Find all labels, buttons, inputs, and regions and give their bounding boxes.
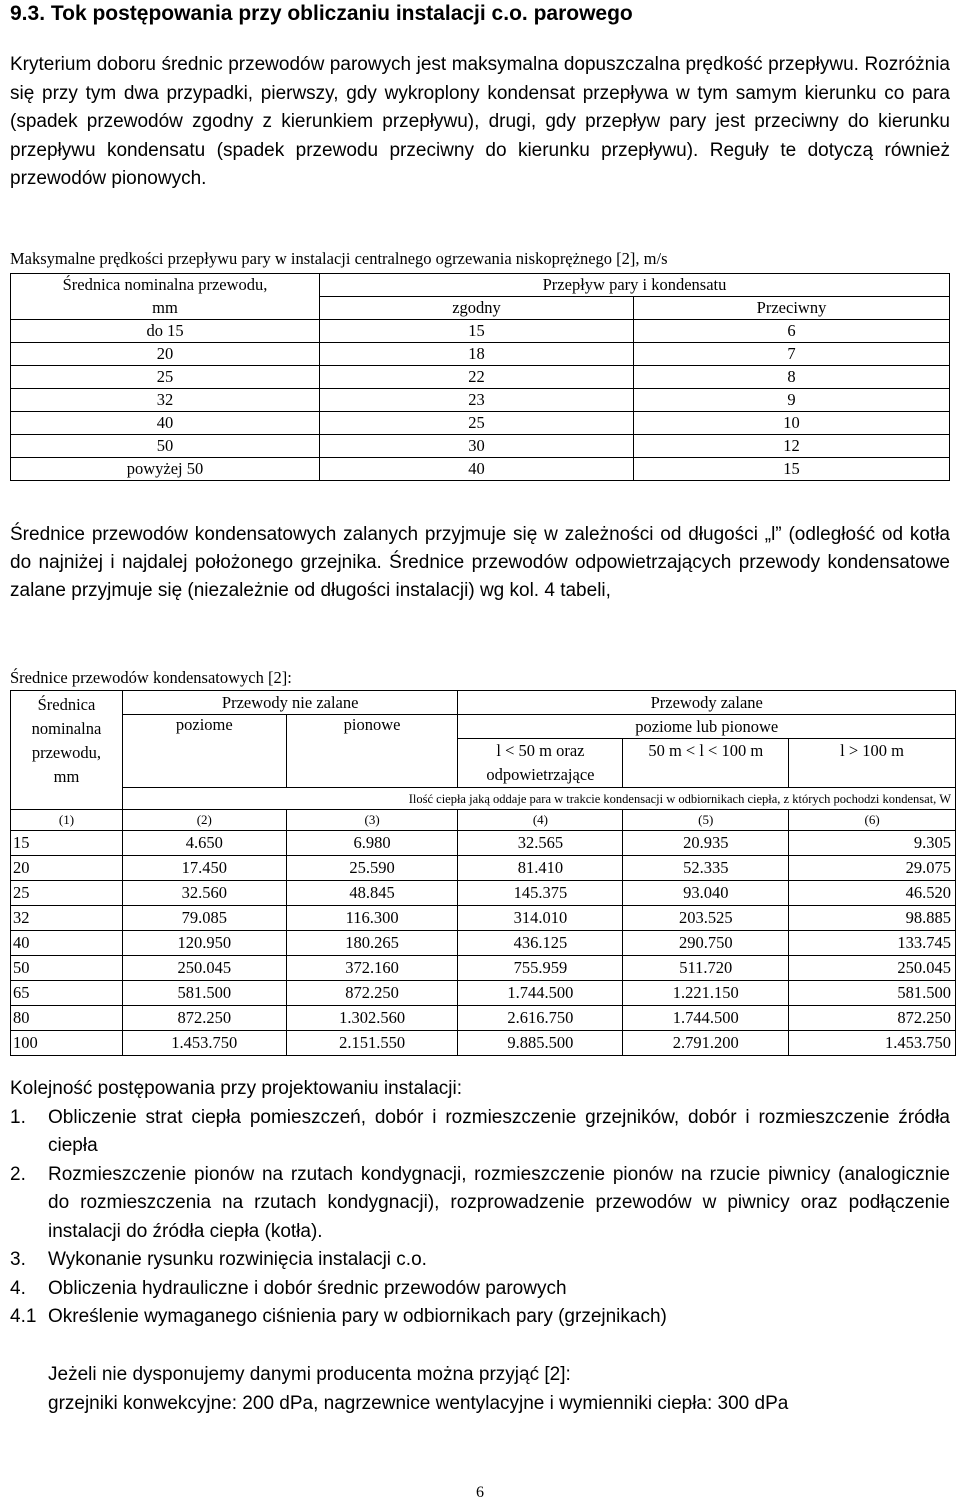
step-text: Obliczenie strat ciepła pomieszczeń, dobór i rozmieszczenie grzejników, dobór i rozmieszczenie źródła ciepła (48, 1106, 950, 1156)
step-text: Obliczenia hydrauliczne i dobór średnic przewodów parowych (48, 1277, 567, 1299)
cell-value: 98.885 (789, 906, 956, 931)
cell-value: 1.453.750 (122, 1031, 286, 1056)
cell-value: 48.845 (286, 881, 458, 906)
cell-value: 581.500 (122, 981, 286, 1006)
cell-value: 133.745 (789, 931, 956, 956)
cell-value: 20.935 (623, 831, 789, 856)
column-index: (1) (11, 810, 123, 831)
cell-value: 6.980 (286, 831, 458, 856)
cell-value: 290.750 (623, 931, 789, 956)
table-row (11, 856, 956, 881)
cell-value: 581.500 (789, 981, 956, 1006)
header-diameter-line: mm (53, 767, 80, 786)
cell-value: 25.590 (286, 856, 458, 881)
cell-value: 93.040 (623, 881, 789, 906)
cell-diameter: 25 (11, 881, 123, 906)
step-number: 2. (10, 1163, 26, 1185)
cell-value: 2.616.750 (458, 1006, 623, 1031)
cell-counter: 9 (634, 389, 950, 412)
cell-diameter: 20 (11, 856, 123, 881)
cell-value: 9.305 (789, 831, 956, 856)
step-number: 4.1 (10, 1306, 37, 1327)
header-l-gt100: l > 100 m (789, 739, 956, 788)
cell-value: 872.250 (789, 1006, 956, 1031)
table-header-row (11, 715, 956, 739)
header-diameter-line: nominalna (31, 719, 102, 738)
cell-agree: 15 (320, 320, 634, 343)
step-number: 3. (10, 1249, 26, 1270)
cell-value: 1.744.500 (458, 981, 623, 1006)
condensate-paragraph: Średnice przewodów kondensatowych zalanych przyjmuje się w zależności od długości „l” (odległość od kotła do najniżej i najdalej położonego grzejnika. Średnice przewodów odpowietrzających przewody kondensatowe zalane przyjmuje się (niezależnie od długości instalacji) wg kol. 4 tabeli, (10, 524, 950, 601)
cell-value: 1.302.560 (286, 1006, 458, 1031)
cell-value: 32.565 (458, 831, 623, 856)
table-row (11, 1006, 956, 1031)
header-diameter-unit: mm (11, 297, 320, 320)
cell-diameter: 32 (11, 906, 123, 931)
step-number: 1. (10, 1106, 26, 1128)
cell-value: 372.160 (286, 956, 458, 981)
header-l-lt50-line: l < 50 m oraz (496, 741, 585, 760)
cell-value: 32.560 (122, 881, 286, 906)
table-row (11, 956, 956, 981)
pressure-note (48, 1361, 788, 1418)
cell-diameter: 50 (11, 956, 123, 981)
cell-value: 79.085 (122, 906, 286, 931)
cell-agree: 30 (320, 435, 634, 458)
table-row (11, 389, 950, 412)
column-index: (5) (623, 810, 789, 831)
cell-counter: 8 (634, 366, 950, 389)
cell-counter: 12 (634, 435, 950, 458)
cell-value: 145.375 (458, 881, 623, 906)
table-row (11, 458, 950, 481)
cell-value: 755.959 (458, 956, 623, 981)
cell-value: 511.720 (623, 956, 789, 981)
header-heat-note: Ilość ciepła jaką oddaje para w trakcie kondensacji w odbiornikach ciepła, z których pochodzi kondensat, W (122, 788, 955, 810)
cell-value: 1.453.750 (789, 1031, 956, 1056)
page-number: 6 (476, 1484, 484, 1501)
cell-value: 2.151.550 (286, 1031, 458, 1056)
cell-value: 250.045 (122, 956, 286, 981)
cell-agree: 22 (320, 366, 634, 389)
cell-diameter: 50 (11, 435, 320, 458)
cell-value: 250.045 (789, 956, 956, 981)
cell-diameter: 40 (11, 412, 320, 435)
pressure-note-line: grzejniki konwekcyjne: 200 dPa, nagrzewnice wentylacyjne i wymienniki ciepła: 300 dPa (48, 1392, 789, 1414)
column-index: (4) (458, 810, 623, 831)
cell-value: 2.791.200 (623, 1031, 789, 1056)
header-horiz-or-vert: poziome lub pionowe (458, 715, 956, 739)
cell-value: 436.125 (458, 931, 623, 956)
header-flow: Przepływ pary i kondensatu (320, 274, 950, 297)
header-not-flooded: Przewody nie zalane (122, 691, 458, 715)
procedure-section (10, 1075, 950, 1332)
cell-counter: 6 (634, 320, 950, 343)
column-index-row (11, 810, 956, 831)
column-index: (6) (789, 810, 956, 831)
column-index: (2) (122, 810, 286, 831)
cell-value: 314.010 (458, 906, 623, 931)
condensate-table-caption: Średnice przewodów kondensatowych [2]: (10, 668, 292, 687)
cell-value: 4.650 (122, 831, 286, 856)
procedure-step (10, 1104, 950, 1161)
cell-agree: 23 (320, 389, 634, 412)
cell-value: 29.075 (789, 856, 956, 881)
table-row (11, 831, 956, 856)
section-heading: 9.3. Tok postępowania przy obliczaniu instalacji c.o. parowego (10, 2, 633, 25)
intro-paragraph: Kryterium doboru średnic przewodów parowych jest maksymalna dopuszczalna prędkość przepływu. Rozróżnia się przy tym dwa przypadki, pierwszy, gdy wykroplony kondensat przepływa w tym samym kierunku co para (spadek przewodów zgodny z kierunkiem przepływu), drugi, gdy przepływ pary jest przeciwny do kierunku przepływu kondensatu (spadek przewodu przeciwny do kierunku przepływu). Reguły te dotyczą również przewodów pionowych. (10, 54, 950, 189)
condensate-table (10, 690, 956, 1056)
cell-diameter: 80 (11, 1006, 123, 1031)
cell-counter: 7 (634, 343, 950, 366)
cell-agree: 18 (320, 343, 634, 366)
header-horizontal: poziome (122, 715, 286, 788)
procedure-step (10, 1275, 950, 1304)
procedure-step (10, 1161, 950, 1247)
cell-value: 1.744.500 (623, 1006, 789, 1031)
header-l-lt50 (458, 739, 623, 788)
table-row (11, 1031, 956, 1056)
table-header-row (11, 274, 950, 297)
cell-value: 872.250 (286, 981, 458, 1006)
cell-agree: 40 (320, 458, 634, 481)
cell-value: 52.335 (623, 856, 789, 881)
cell-value: 17.450 (122, 856, 286, 881)
table-row (11, 906, 956, 931)
cell-value: 120.950 (122, 931, 286, 956)
cell-value: 46.520 (789, 881, 956, 906)
table-header-row (11, 297, 950, 320)
cell-diameter: do 15 (11, 320, 320, 343)
header-l-50-100: 50 m < l < 100 m (623, 739, 789, 788)
cell-counter: 15 (634, 458, 950, 481)
cell-diameter: 65 (11, 981, 123, 1006)
procedure-title: Kolejność postępowania przy projektowaniu instalacji: (10, 1078, 463, 1099)
table-row (11, 366, 950, 389)
table-row (11, 981, 956, 1006)
cell-diameter: 40 (11, 931, 123, 956)
cell-agree: 25 (320, 412, 634, 435)
cell-value: 9.885.500 (458, 1031, 623, 1056)
cell-diameter: 25 (11, 366, 320, 389)
table-header-row (11, 788, 956, 810)
header-flooded: Przewody zalane (458, 691, 956, 715)
cell-diameter: 100 (11, 1031, 123, 1056)
cell-counter: 10 (634, 412, 950, 435)
table-row (11, 343, 950, 366)
cell-diameter: 15 (11, 831, 123, 856)
cell-value: 1.221.150 (623, 981, 789, 1006)
header-diameter (11, 691, 123, 810)
step-text: Określenie wymaganego ciśnienia pary w odbiornikach pary (grzejnikach) (48, 1306, 667, 1327)
table-header-row (11, 691, 956, 715)
header-counter: Przeciwny (634, 297, 950, 320)
step-number: 4. (10, 1277, 26, 1299)
cell-diameter: 32 (11, 389, 320, 412)
header-agree: zgodny (320, 297, 634, 320)
table-row (11, 320, 950, 343)
table-row (11, 931, 956, 956)
cell-value: 203.525 (623, 906, 789, 931)
cell-diameter: 20 (11, 343, 320, 366)
procedure-step (10, 1303, 950, 1332)
header-diameter-line: przewodu, (31, 743, 102, 762)
step-text: Wykonanie rysunku rozwinięcia instalacji c.o. (48, 1249, 427, 1270)
step-text: Rozmieszczenie pionów na rzutach kondygnacji, rozmieszczenie pionów na rzucie piwnicy (analogicznie do rozmieszczenia na rzutach kondygnacji), rozprowadzenie przewodów w piwnicy oraz podłączenie instalacji do źródła ciepła (kotła). (48, 1163, 950, 1242)
cell-value: 872.250 (122, 1006, 286, 1031)
column-index: (3) (286, 810, 458, 831)
header-vertical: pionowe (286, 715, 458, 788)
velocity-table (10, 273, 950, 481)
table-row (11, 881, 956, 906)
cell-value: 180.265 (286, 931, 458, 956)
header-diameter-line: Średnica (37, 695, 96, 714)
velocity-table-caption: Maksymalne prędkości przepływu pary w instalacji centralnego ogrzewania niskoprężnego [2], m/s (10, 249, 668, 268)
header-diameter: Średnica nominalna przewodu, (11, 274, 320, 297)
header-vent-line: odpowietrzające (486, 765, 595, 784)
cell-value: 116.300 (286, 906, 458, 931)
cell-diameter: powyżej 50 (11, 458, 320, 481)
procedure-step (10, 1246, 950, 1275)
cell-value: 81.410 (458, 856, 623, 881)
pressure-note-line: Jeżeli nie dysponujemy danymi producenta można przyjąć [2]: (48, 1364, 571, 1385)
table-row (11, 412, 950, 435)
table-row (11, 435, 950, 458)
